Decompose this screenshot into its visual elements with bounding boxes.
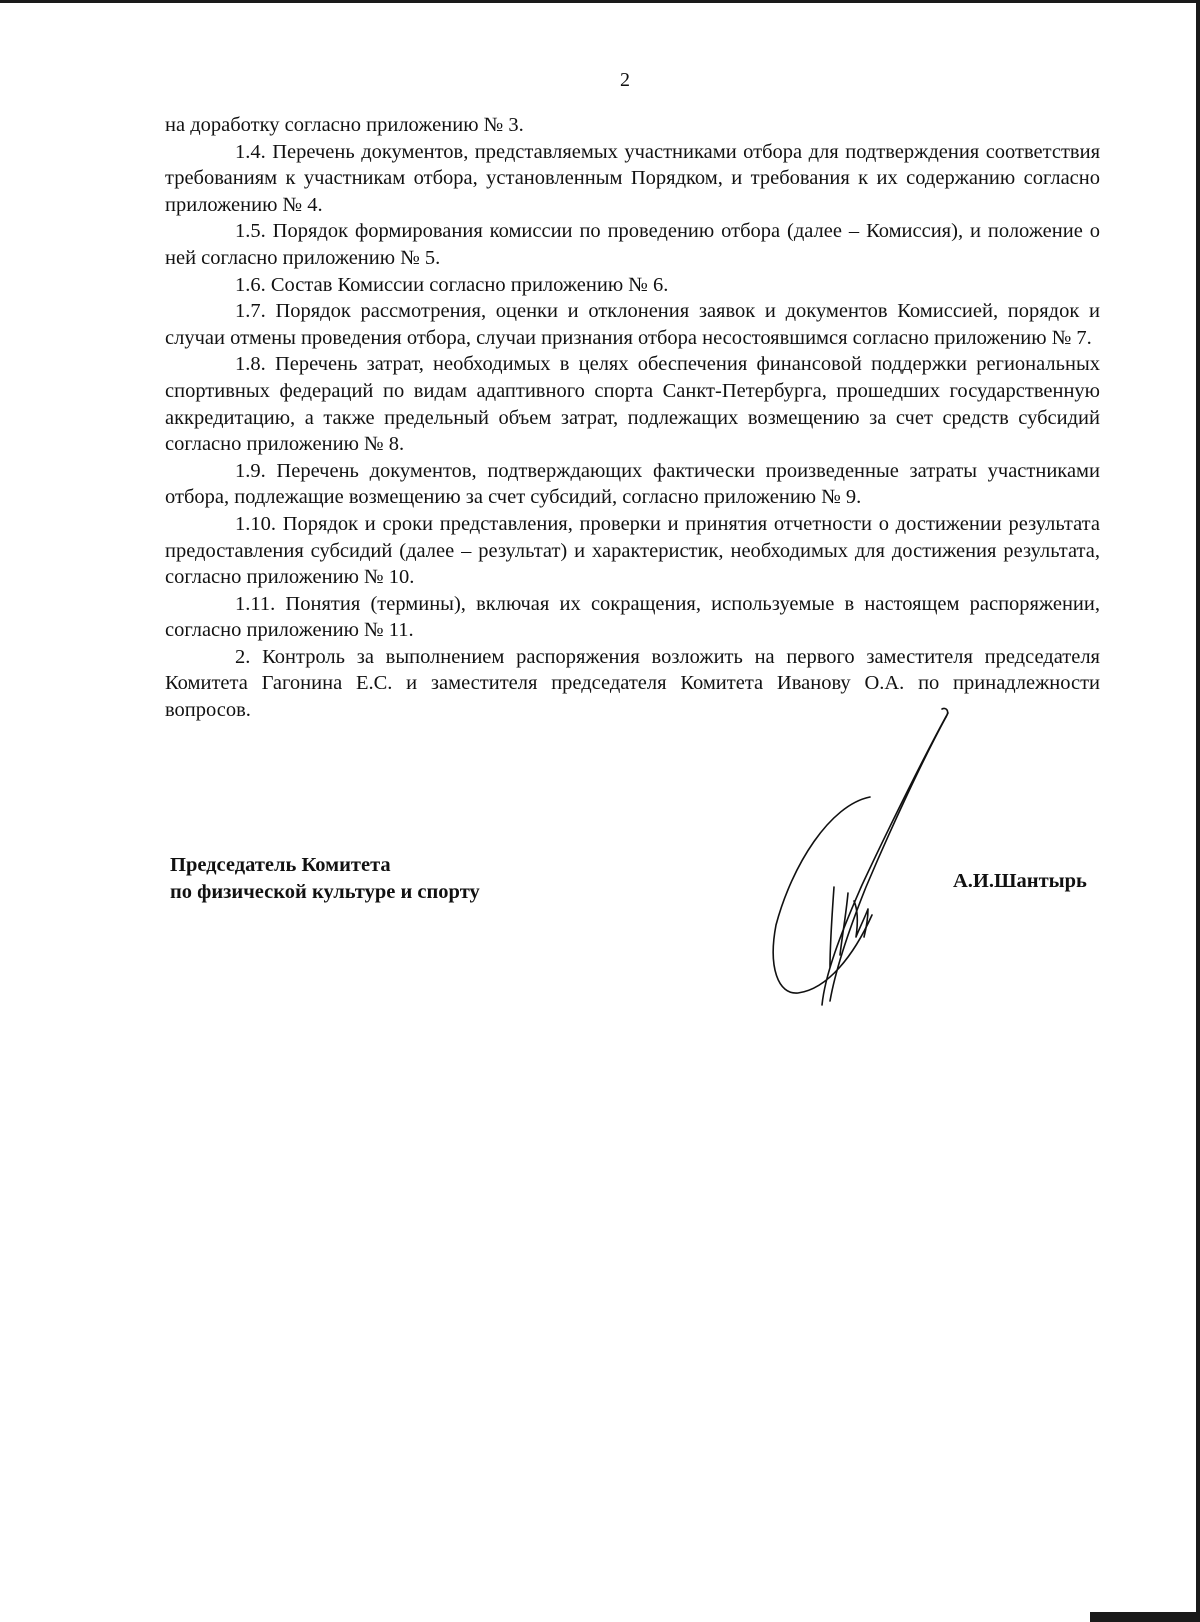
signatory-name: А.И.Шантырь (953, 870, 1087, 892)
signatory-title-line2: по физической культуре и спорту (170, 881, 480, 903)
paragraph-1-8: 1.8. Перечень затрат, необходимых в целях обеспечения финансовой поддержки региональных спортивных федераций по видам адаптивного спорта Санкт-Петербурга, прошедших государственную аккредитацию, а также предельный объем затрат, подлежащих возмещению за счет средств субсидий согласно приложению № 8. (165, 353, 1100, 456)
paragraph-1-11: 1.11. Понятия (термины), включая их сокращения, используемые в настоящем распоряжении, согласно приложению № 11. (165, 592, 1100, 642)
paragraph-2: 2. Контроль за выполнением распоряжения возложить на первого заместителя председателя Комитета Гагонина Е.С. и заместителя председателя Комитета Иванову О.А. по принадлежности вопросов. (165, 645, 1100, 722)
paragraph-1-5: 1.5. Порядок формирования комиссии по проведению отбора (далее – Комиссия), и положение о ней согласно приложению № 5. (165, 220, 1100, 269)
scan-edge-bottom (1090, 1612, 1200, 1622)
signatory-title-line1: Председатель Комитета (170, 854, 391, 876)
scan-edge-top (0, 0, 1200, 3)
signatory-title (170, 852, 480, 906)
page-number: 2 (620, 69, 630, 91)
paragraph-1-6: 1.6. Состав Комиссии согласно приложению № 6. (235, 273, 669, 296)
paragraph-0: на доработку согласно приложению № 3. (165, 114, 524, 136)
paragraph-1-4: 1.4. Перечень документов, представляемых участниками отбора для подтверждения соответствия требованиям к участникам отбора, установленным Порядком, и требования к их содержанию согласно приложению № 4. (165, 140, 1100, 216)
paragraph-1-10: 1.10. Порядок и сроки представления, проверки и принятия отчетности о достижении результата предоставления субсидий (далее – результат) и характеристик, необходимых для достижения результата, согласно приложению № 10. (165, 512, 1100, 589)
scan-edge-right (1196, 0, 1200, 1622)
body-text (165, 112, 1100, 724)
paragraph-1-9: 1.9. Перечень документов, подтверждающих фактически произведенные затраты участниками отбора, подлежащие возмещению за счет субсидий, согласно приложению № 9. (165, 459, 1100, 509)
paragraph-1-7: 1.7. Порядок рассмотрения, оценки и отклонения заявок и документов Комиссией, порядок и случаи отмены проведения отбора, случаи признания отбора несостоявшимся согласно приложению № 7. (165, 300, 1100, 349)
handwritten-signature (770, 705, 990, 1025)
